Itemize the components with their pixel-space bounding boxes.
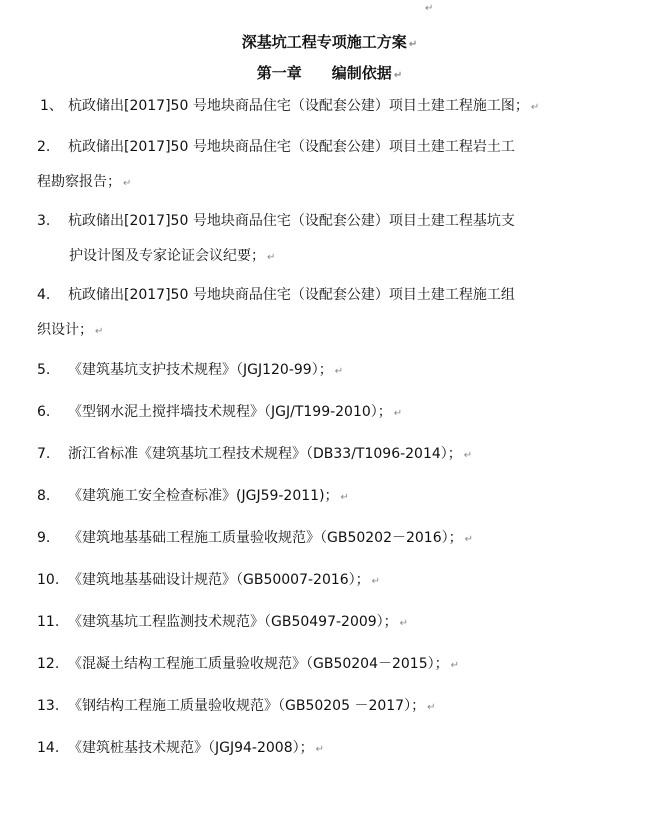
item-text: 杭政储出[2017]50 号地块商品住宅（设配套公建）项目土建工程基坑支 <box>68 213 515 229</box>
chapter-name: 编制依据 <box>331 64 392 82</box>
list-item <box>40 97 640 117</box>
paragraph-mark: ↵ <box>267 252 276 263</box>
paragraph-mark: ↵ <box>315 744 324 755</box>
paragraph-mark: ↵ <box>371 576 381 587</box>
list-item <box>37 571 637 591</box>
chapter-heading <box>0 64 659 85</box>
item-number: 7. <box>37 446 51 462</box>
document-title <box>0 33 659 54</box>
item-number: 11. <box>37 614 60 630</box>
list-item <box>37 286 637 341</box>
item-text: 杭政储出[2017]50 号地块商品住宅（设配套公建）项目土建工程施工组 <box>68 287 515 303</box>
list-item <box>37 655 637 675</box>
list-item <box>37 739 637 759</box>
document-title-text: 深基坑工程专项施工方案 <box>241 33 407 51</box>
item-text: 《建筑基坑工程监测技术规范》（GB50497-2009）； <box>68 614 398 630</box>
list-item <box>37 529 637 549</box>
item-text: 杭政储出[2017]50 号地块商品住宅（设配套公建）项目土建工程施工图； <box>68 98 529 114</box>
item-text: 《建筑桩基技术规范》（JGJ94-2008）； <box>68 740 314 756</box>
item-number: 3. <box>37 213 51 229</box>
paragraph-mark: ↵ <box>450 660 460 671</box>
paragraph-mark: ↵ <box>399 618 409 629</box>
list-item <box>37 613 637 633</box>
item-text: 《建筑地基基础工程施工质量验收规范》（GB50202－2016）； <box>68 530 463 546</box>
item-text: 《钢结构工程施工质量验收规范》（GB50205 －2017）； <box>68 698 426 714</box>
paragraph-mark: ↵ <box>393 408 403 419</box>
list-item <box>37 361 637 381</box>
paragraph-mark: ↵ <box>340 492 349 503</box>
item-number: 8. <box>37 488 51 504</box>
item-number: 13. <box>37 698 60 714</box>
item-text: 浙江省标准《建筑基坑工程技术规程》（DB33/T1096-2014）； <box>68 446 462 462</box>
chapter-label: 第一章 <box>256 64 302 82</box>
item-text: 《混凝土结构工程施工质量验收规范》（GB50204－2015）； <box>68 656 449 672</box>
item-number: 2. <box>37 139 51 155</box>
item-continuation: 程勘察报告； ↵ <box>37 174 132 190</box>
list-item <box>37 212 637 267</box>
item-text: 杭政储出[2017]50 号地块商品住宅（设配套公建）项目土建工程岩土工 <box>68 139 515 155</box>
item-number: 14. <box>37 740 60 756</box>
list-item <box>37 403 637 423</box>
paragraph-mark: ↵ <box>425 3 434 14</box>
item-continuation: 护设计图及专家论证会议纪要； ↵ <box>69 248 276 264</box>
item-number: 10. <box>37 572 60 588</box>
item-number: 6. <box>37 404 51 420</box>
item-number: 9. <box>37 530 51 546</box>
item-number: 4. <box>37 287 51 303</box>
item-number: 12. <box>37 656 60 672</box>
paragraph-mark: ↵ <box>123 178 132 189</box>
item-text: 《型钢水泥土搅拌墙技术规程》（JGJ/T199-2010）； <box>68 404 392 420</box>
paragraph-mark: ↵ <box>463 450 473 461</box>
paragraph-mark: ↵ <box>334 366 344 377</box>
paragraph-mark: ↵ <box>95 326 104 337</box>
item-text: 《建筑地基基础设计规范》（GB50007-2016）； <box>68 572 370 588</box>
item-text: 《建筑基坑支护技术规程》（JGJ120-99）； <box>68 362 333 378</box>
item-number: 1、 <box>40 98 63 114</box>
paragraph-mark: ↵ <box>393 70 403 81</box>
paragraph-mark: ↵ <box>530 102 540 113</box>
item-text: 《建筑施工安全检查标准》(JGJ59-2011)； <box>68 488 339 504</box>
list-item <box>37 445 637 465</box>
paragraph-mark: ↵ <box>408 39 418 50</box>
list-item <box>37 487 637 507</box>
item-number: 5. <box>37 362 51 378</box>
list-item <box>37 138 637 193</box>
list-item <box>37 697 637 717</box>
paragraph-mark: ↵ <box>464 534 474 545</box>
item-continuation: 织设计； ↵ <box>37 322 104 338</box>
paragraph-mark: ↵ <box>427 702 436 713</box>
